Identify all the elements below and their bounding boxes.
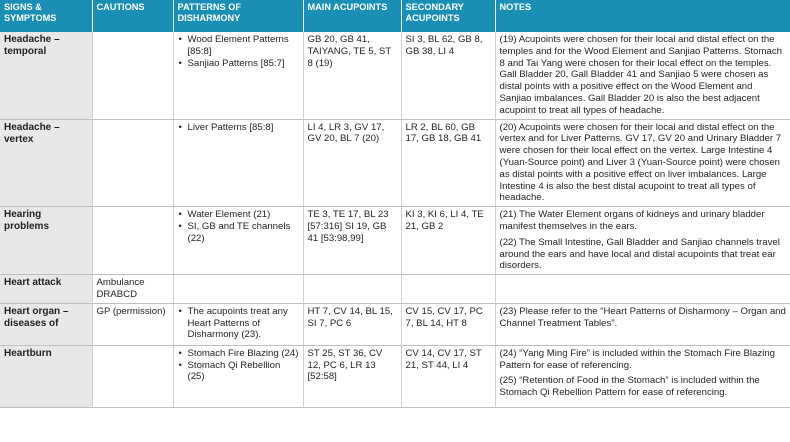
patterns-list: [178, 209, 299, 244]
note-paragraph: (24) “Yang Ming Fire” is included within the Stomach Fire Blazing Pattern for ease of referencing.: [499, 347, 775, 371]
pattern-item: • SI, GB and TE channels (22): [188, 221, 299, 245]
pattern-item: • Water Element (21): [188, 209, 299, 221]
cautions-cell: [92, 119, 173, 207]
notes-cell: [495, 119, 790, 207]
patterns-list: [178, 348, 299, 383]
patterns-list: [178, 122, 299, 134]
patterns-cell: [173, 303, 303, 345]
secondary-acupoints-cell: CV 14, CV 17, ST 21, ST 44, LI 4: [401, 345, 495, 407]
main-acupoints-cell: ST 25, ST 36, CV 12, PC 6, LR 13 [52:58]: [303, 345, 401, 407]
note-paragraph: (19) Acupoints were chosen for their local and distal effect on the temples and for the Wood Element and Sanjiao Patterns. Stomach 8 and Tai Yang were chosen for their local effect on the temples. Gall Bladder 20, Gall Bladder 41 and Sanjiao 5 were chosen as distal points with a positive effect on the Wood Element and Sanjiao imbalances. Gall Bladder 20 is also the best adjacent acupoint to treat all types of headache.: [499, 34, 782, 116]
notes-cell: [495, 32, 790, 119]
table-row: [0, 207, 790, 275]
cautions-cell: [92, 345, 173, 407]
table-row: [0, 119, 790, 207]
pattern-item: • The acupoints treat any Heart Patterns of Disharmony (23).: [188, 306, 299, 341]
table-body: [0, 32, 790, 407]
secondary-acupoints-cell: SI 3, BL 62, GB 8, GB 38, LI 4: [401, 32, 495, 119]
header-row: [0, 0, 790, 32]
cautions-cell: GP (permission): [92, 303, 173, 345]
header-notes: NOTES: [495, 0, 790, 32]
note-paragraph: (20) Acupoints were chosen for their local and distal effect on the vertex and for Liver Patterns. GV 17, GV 20 and Urinary Bladder 7 were chosen for their local effect on the vertex. Large Intestine 4 (Yuan-Source point) and Liver 3 (Yuan-Source point) were chosen as distal points with a positive effect on liver imbalances. Large Intestine 4 is also the best distal acupoint to treat all types of headache.: [499, 121, 782, 204]
main-acupoints-cell: TE 3, TE 17, BL 23 [57:316] SI 19, GB 41 [53:98,99]: [303, 207, 401, 275]
pattern-item: • Stomach Fire Blazing (24): [188, 348, 299, 360]
patterns-cell: [173, 119, 303, 207]
note-paragraph: (23) Please refer to the “Heart Patterns of Disharmony – Organ and Channel Treatment Tables”.: [499, 305, 786, 329]
secondary-acupoints-cell: CV 15, CV 17, PC 7, BL 14, HT 8: [401, 303, 495, 345]
table-header: [0, 0, 790, 32]
symptom-cell: Heart organ – diseases of: [0, 303, 92, 345]
symptom-cell: Headache – temporal: [0, 32, 92, 119]
note-paragraph: (21) The Water Element organs of kidneys and urinary bladder manifest themselves in the ears.: [499, 209, 765, 232]
cautions-cell: Ambulance DRABCD: [92, 275, 173, 304]
note-paragraph: (25) “Retention of Food in the Stomach” is included within the Stomach Qi Rebellion Pattern for ease of referencing.: [499, 375, 760, 399]
header-patterns: PATTERNS OF DISHARMONY: [173, 0, 303, 32]
notes-cell: [495, 275, 790, 304]
notes-cell: [495, 207, 790, 275]
header-secondary-acupoints: SECONDARY ACUPOINTS: [401, 0, 495, 32]
header-cautions: CAUTIONS: [92, 0, 173, 32]
secondary-acupoints-cell: [401, 275, 495, 304]
cautions-cell: [92, 207, 173, 275]
notes-cell: [495, 345, 790, 407]
table-row: [0, 345, 790, 407]
symptom-cell: Heart attack: [0, 275, 92, 304]
table-row: [0, 275, 790, 304]
header-signs: SIGNS & SYMPTOMS: [0, 0, 92, 32]
table-row: [0, 32, 790, 119]
patterns-cell: [173, 345, 303, 407]
pattern-item: • Wood Element Patterns [85:8]: [188, 34, 299, 58]
main-acupoints-cell: HT 7, CV 14, BL 15, SI 7, PC 6: [303, 303, 401, 345]
table-row: [0, 303, 790, 345]
cautions-cell: [92, 32, 173, 119]
pattern-item: • Stomach Qi Rebellion (25): [188, 360, 299, 384]
patterns-cell: [173, 32, 303, 119]
secondary-acupoints-cell: LR 2, BL 60, GB 17, GB 18, GB 41: [401, 119, 495, 207]
main-acupoints-cell: LI 4, LR 3, GV 17, GV 20, BL 7 (20): [303, 119, 401, 207]
patterns-list: [178, 306, 299, 341]
symptom-cell: Heartburn: [0, 345, 92, 407]
main-acupoints-cell: [303, 275, 401, 304]
header-main-acupoints: MAIN ACUPOINTS: [303, 0, 401, 32]
secondary-acupoints-cell: KI 3, KI 6, LI 4, TE 21, GB 2: [401, 207, 495, 275]
pattern-item: • Liver Patterns [85:8]: [188, 122, 299, 134]
symptom-cell: Headache – vertex: [0, 119, 92, 207]
patterns-list: [178, 34, 299, 69]
pattern-item: • Sanjiao Patterns [85:7]: [188, 58, 299, 70]
symptom-cell: Hearing problems: [0, 207, 92, 275]
notes-cell: [495, 303, 790, 345]
patterns-cell: [173, 207, 303, 275]
patterns-cell: [173, 275, 303, 304]
note-paragraph: (22) The Small Intestine, Gall Bladder and Sanjiao channels travel around the ears and have local and distal acupoints that treat ear disorders.: [499, 236, 780, 272]
main-acupoints-cell: GB 20, GB 41, TAIYANG, TE 5, ST 8 (19): [303, 32, 401, 119]
